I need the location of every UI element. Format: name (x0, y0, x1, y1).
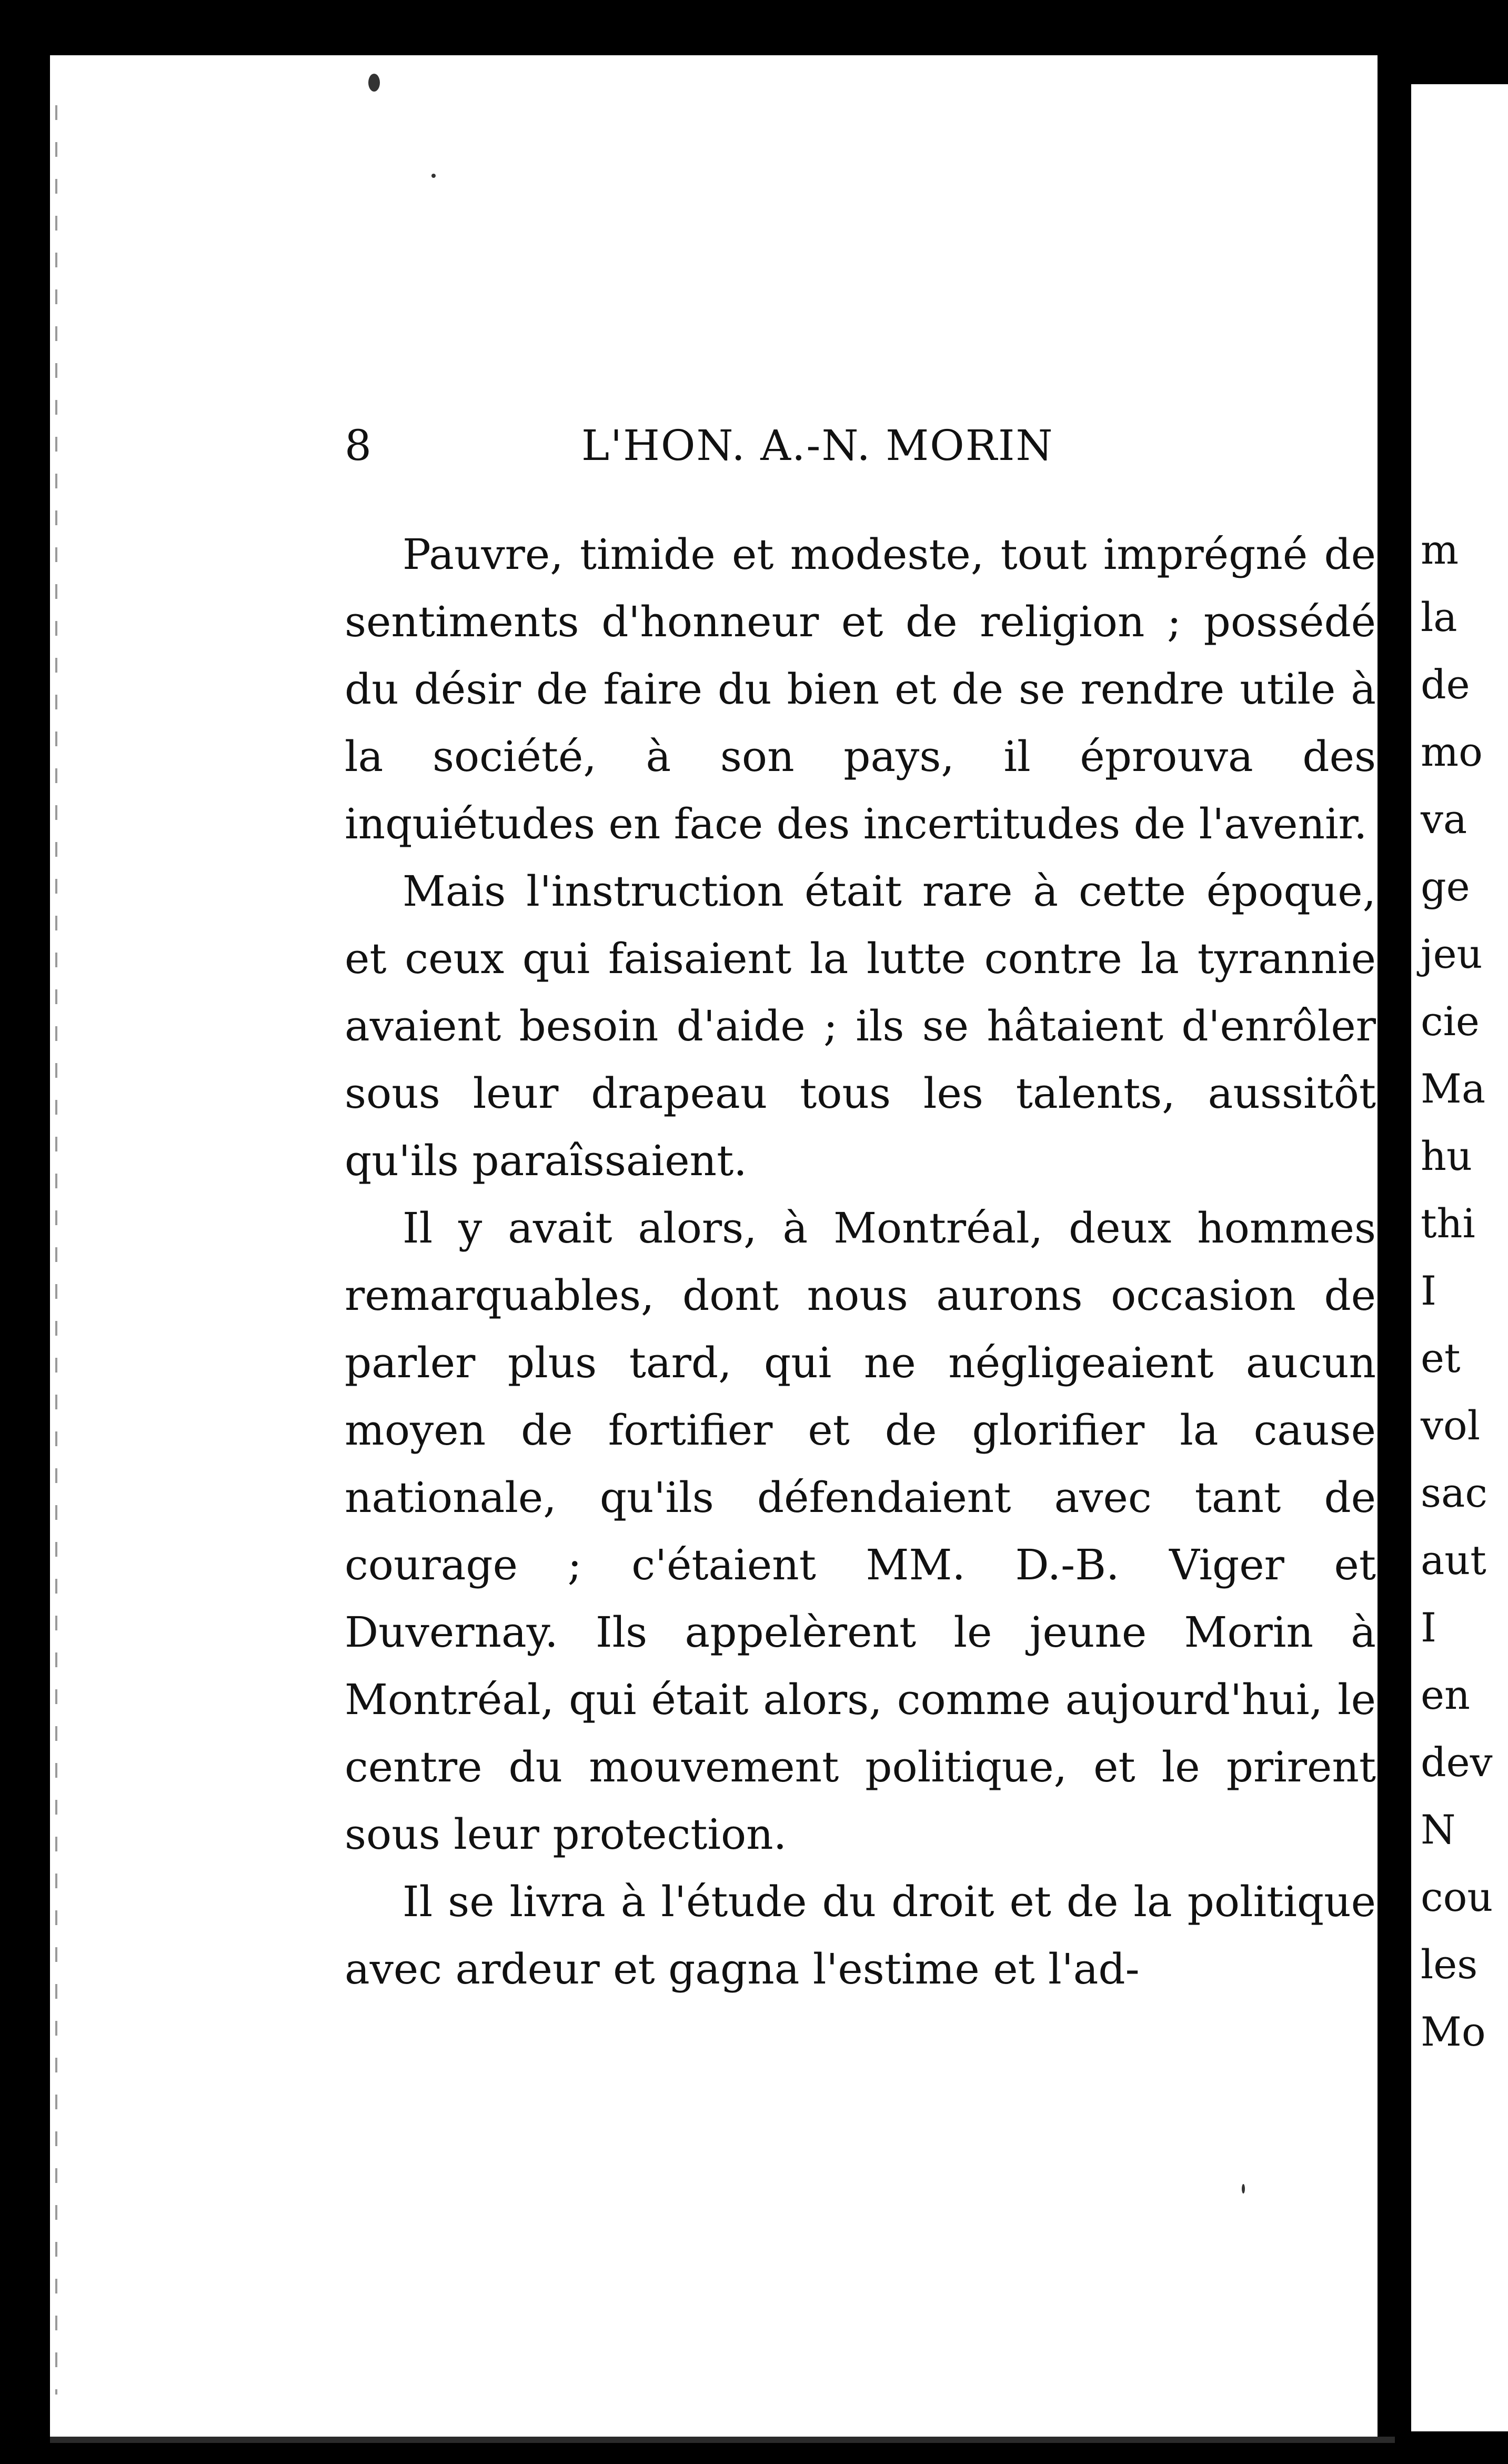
facing-page-fragment: de (1421, 661, 1470, 708)
scan-speck (368, 74, 380, 92)
book-spine (1378, 47, 1399, 2437)
facing-page-fragment: Mo (1421, 2008, 1486, 2055)
scan-speck (431, 174, 436, 178)
facing-page-fragment: la (1421, 594, 1457, 640)
facing-page-fragment: aut (1421, 1537, 1486, 1584)
facing-page-fragment: sac (1421, 1469, 1487, 1516)
facing-page (1411, 84, 1508, 2431)
facing-page-fragment: vol (1421, 1402, 1480, 1449)
running-head: L'HON. A.-N. MORIN (581, 421, 1054, 470)
facing-page-fragment: I (1421, 1604, 1437, 1651)
facing-page-fragment: thi (1421, 1200, 1475, 1247)
binding-trace (55, 105, 57, 2395)
scan-speck (1242, 2184, 1245, 2193)
paragraph: Mais l'instruction était rare à cette époque, et ceux qui faisaient la lutte contre la tyrannie avaient besoin d'aide ; ils se hâtaient d'enrôler sous leur drapeau tous les talents, aussitôt qu'ils paraîssaient. (345, 867, 1376, 1185)
body-text (345, 521, 1376, 2003)
facing-page-fragment: hu (1421, 1133, 1472, 1179)
facing-page-fragment: ge (1421, 863, 1470, 910)
paragraph: Il se livra à l'étude du droit et de la politique avec ardeur et gagna l'estime et l'ad- (345, 1877, 1376, 1994)
page-number: 8 (345, 421, 371, 470)
facing-page-fragment: cie (1421, 998, 1480, 1045)
facing-page-fragment: m (1421, 526, 1459, 573)
page-header (345, 421, 1376, 479)
facing-page-fragment: en (1421, 1671, 1470, 1718)
facing-page-fragment: mo (1421, 728, 1483, 775)
paragraph: Pauvre, timide et modeste, tout imprégné de sentiments d'honneur et de religion ; possédé du désir de faire du bien et de se rendre utile à la société, à son pays, il éprouva des inquiétudes en face des incertitudes de l'avenir. (345, 530, 1376, 848)
facing-page-fragment: Ma (1421, 1065, 1486, 1112)
facing-page-fragment: les (1421, 1941, 1478, 1988)
facing-page-fragment: N (1421, 1806, 1456, 1853)
facing-page-fragment: I (1421, 1267, 1437, 1314)
facing-page-fragment: cou (1421, 1874, 1493, 1920)
facing-page-fragment: et (1421, 1335, 1461, 1381)
facing-page-fragment: va (1421, 796, 1467, 843)
facing-page-fragment: dev (1421, 1739, 1493, 1786)
facing-page-fragment: jeu (1421, 930, 1483, 977)
page-bottom-edge (50, 2437, 1395, 2443)
paragraph: Il y avait alors, à Montréal, deux hommes remarquables, dont nous aurons occasion de parler plus tard, qui ne négligeaient aucun moyen de fortifier et de glorifier la cause nationale, qu'ils défendaient avec tant de courage ; c'étaient MM. D.-B. Viger et Duvernay. Ils appelèrent le jeune Morin à Montréal, qui était alors, comme aujourd'hui, le centre du mouvement politique, et le prirent sous leur protection. (345, 1204, 1376, 1859)
